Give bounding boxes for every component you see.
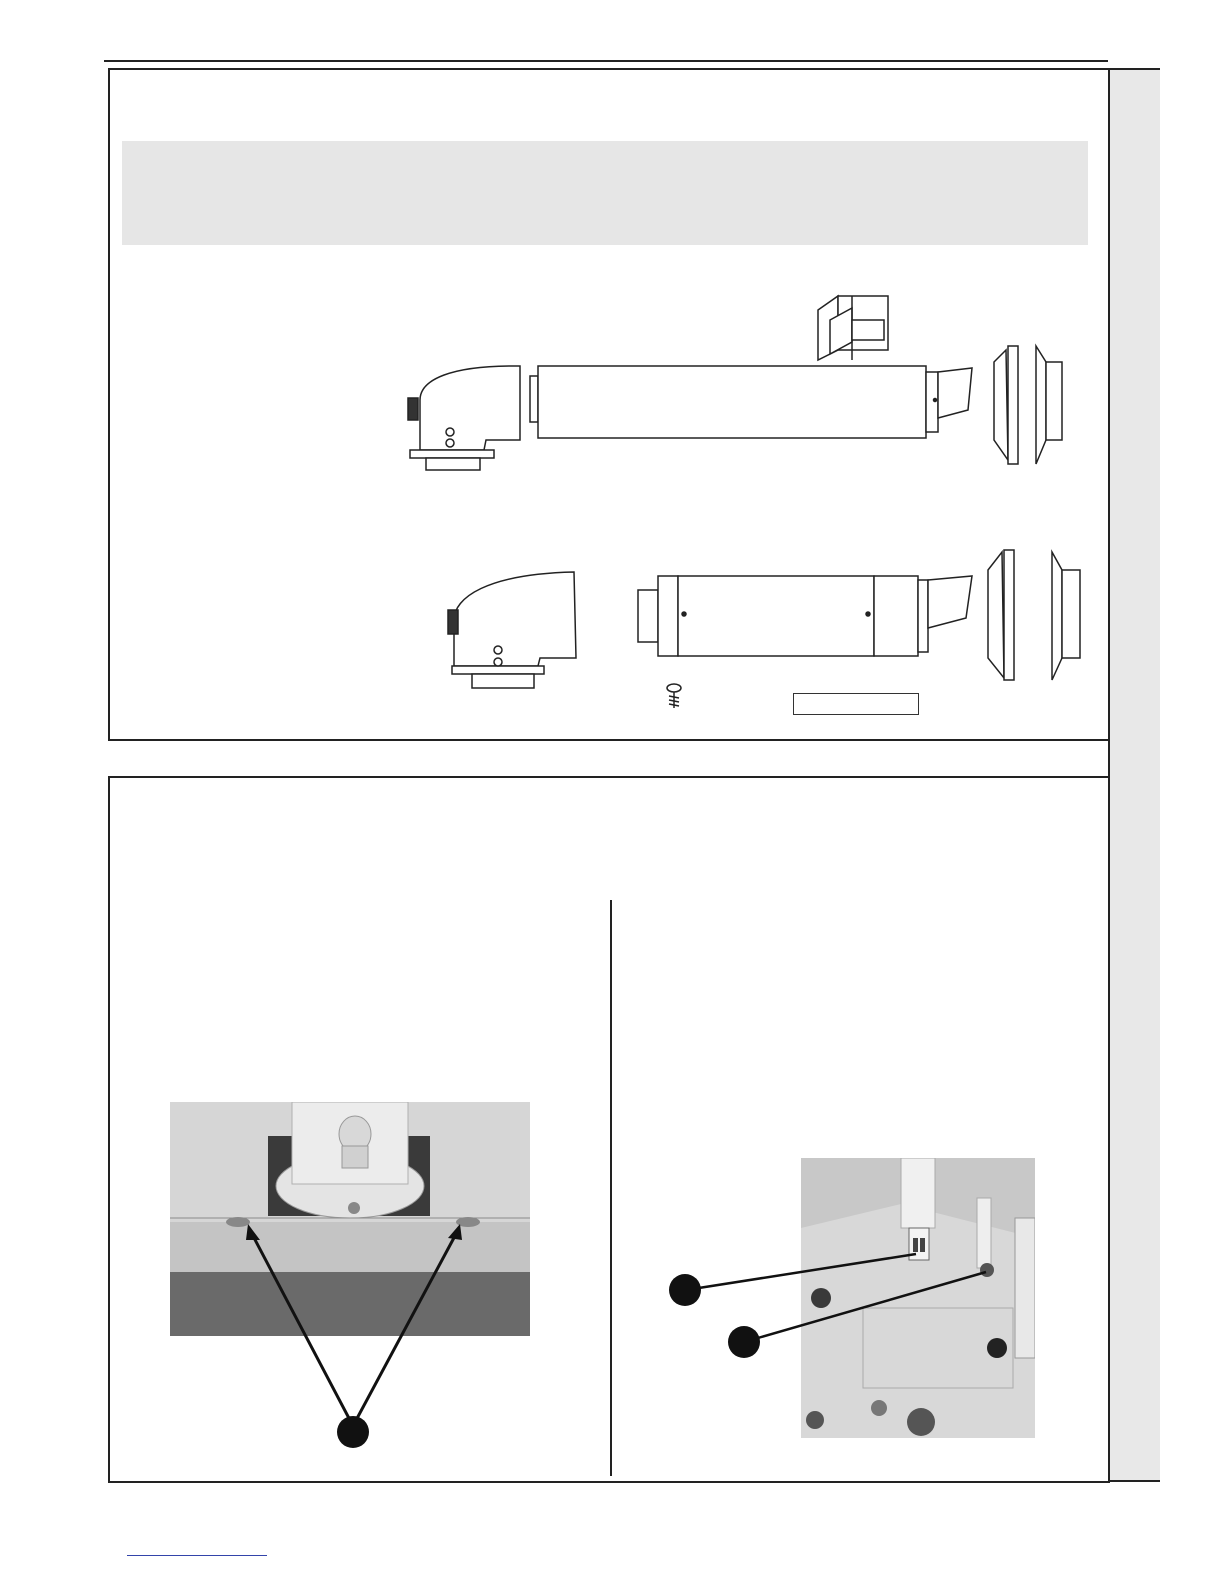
flue-kit-long-drawing bbox=[390, 280, 1090, 480]
footer-link[interactable] bbox=[127, 1555, 267, 1556]
terminal-guard-icon bbox=[818, 296, 888, 360]
callout-marker bbox=[337, 1416, 369, 1448]
flue-kit-short-drawing bbox=[440, 540, 1090, 710]
callout-marker bbox=[728, 1326, 760, 1358]
wall-seal-rosette-icon bbox=[988, 550, 1080, 680]
elbow-bend-icon bbox=[448, 572, 576, 688]
wall-seal-rosette-icon bbox=[994, 346, 1062, 464]
pointer-lines-right bbox=[684, 1210, 1004, 1350]
side-tab bbox=[1108, 68, 1160, 1482]
elbow-bend-icon bbox=[408, 366, 520, 470]
callout-marker bbox=[669, 1274, 701, 1306]
pointer-arrows-left bbox=[230, 1210, 490, 1450]
heading-band bbox=[122, 141, 1088, 245]
flue-pipe-long-icon bbox=[530, 366, 972, 438]
top-rule bbox=[104, 60, 1108, 62]
kit-label-box bbox=[793, 693, 919, 715]
screw-icon bbox=[667, 684, 681, 708]
column-divider bbox=[610, 900, 612, 1476]
flue-pipe-short-icon bbox=[638, 576, 972, 656]
